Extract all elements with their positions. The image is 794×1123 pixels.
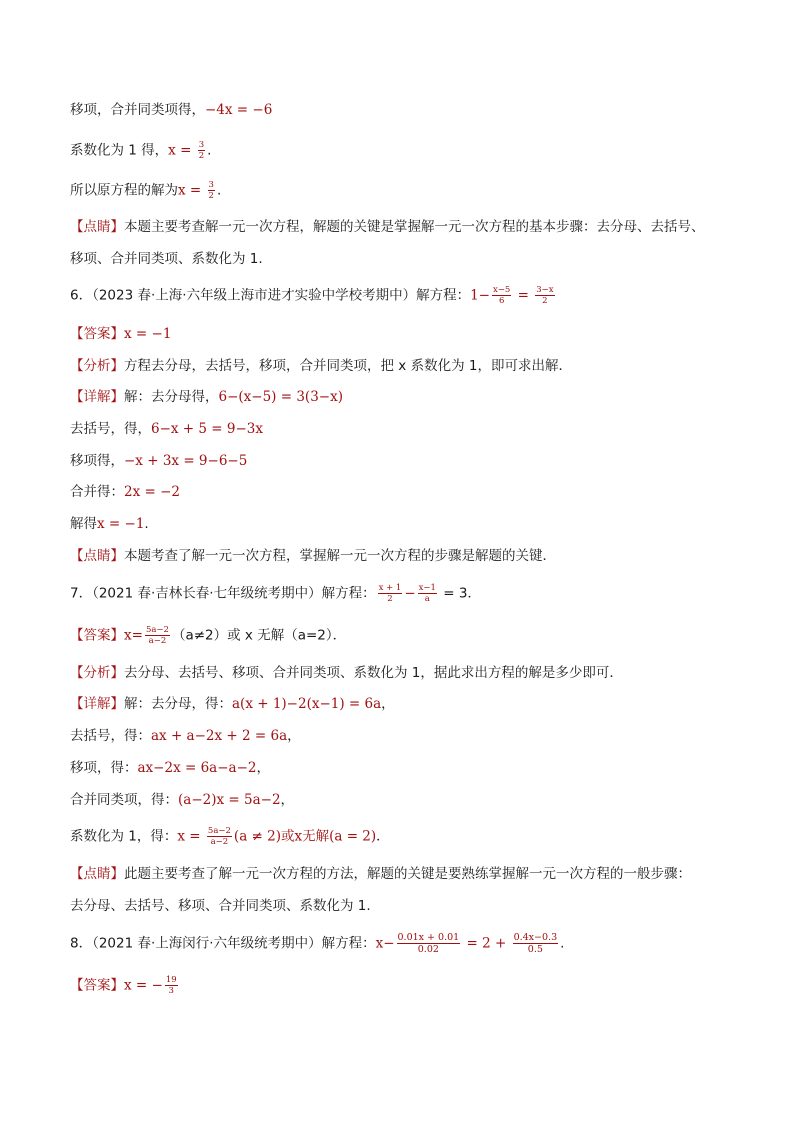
line-solution: 所以原方程的解为x = $\frac{3}{2}$ . xyxy=(70,180,222,201)
q6-step3: 合并得：2x = −2 xyxy=(70,484,180,500)
line-combine: 移项，合并同类项得，−4x = −6 xyxy=(70,102,273,118)
fraction: $\frac{5a-2}{a-2}$ xyxy=(207,826,231,847)
line-coefficient: 系数化为 1 得，x = $\frac{3}{2}$ . xyxy=(70,140,212,161)
q7-step2: 移项，得：ax−2x = 6a−a−2， xyxy=(70,760,270,776)
q6-note: 【点睛】本题考查了解一元一次方程，掌握解一元一次方程的步骤是解题的关键． xyxy=(70,548,556,564)
fraction: $\frac{0.01x + 0.01}{0.02}$ xyxy=(397,932,460,955)
q7-step4: 系数化为 1，得：x = $\frac{5a-2}{a-2}$ (a ≠ 2)或x无解(a = 2)． xyxy=(70,826,390,847)
q6-step4: 解得x = −1. xyxy=(70,516,149,532)
q5-note-cont: 移项、合并同类项、系数化为 1. xyxy=(70,251,263,267)
q7-detail: 【详解】解：去分母，得：a(x + 1)−2(x−1) = 6a， xyxy=(70,696,395,712)
q7-note: 【点睛】此题主要考查了解一元一次方程的方法，解题的关键是要熟练掌握解一元一次方程的一般步骤： xyxy=(70,866,691,882)
q6-analysis: 【分析】方程去分母，去括号，移项，合并同类项，把 x 系数化为 1，即可求出解． xyxy=(70,358,572,374)
q7-step1: 去括号，得：ax + a−2x + 2 = 6a， xyxy=(70,728,301,744)
q6-header: 6．（2023 春·上海·六年级上海市进才实验中学校考期中）解方程：1− $\frac{x-5}{6}$ = $\frac{3-x}{2}$ xyxy=(70,285,554,306)
fraction: $\frac{19}{3}$ xyxy=(165,975,177,996)
q6-detail: 【详解】解：去分母得，6−(x−5) = 3(3−x) xyxy=(70,389,343,405)
q6-answer: 【答案】x = −1 xyxy=(70,326,172,342)
q7-header: 7．（2021 春·吉林长春·七年级统考期中）解方程： $\frac{x + 1}{2}$ − $\frac{x-1}{a}$ = 3． xyxy=(70,583,481,604)
fraction: $\frac{x + 1}{2}$ xyxy=(378,583,402,604)
q8-answer: 【答案】x = − $\frac{19}{3}$ xyxy=(70,975,177,996)
fraction: $\frac{3}{2}$ xyxy=(208,180,214,201)
q7-analysis: 【分析】去分母、去括号、移项、合并同类项、系数化为 1，据此求出方程的解是多少即可． xyxy=(70,665,623,681)
q6-step1: 去括号，得，6−x + 5 = 9−3x xyxy=(70,421,263,437)
q7-step3: 合并同类项，得：(a−2)x = 5a−2， xyxy=(70,792,295,808)
q7-answer: 【答案】x= $\frac{5a-2}{a-2}$ （a≠2）或 x 无解（a=2）． xyxy=(70,625,347,646)
fraction: $\frac{3-x}{2}$ xyxy=(536,285,554,306)
fraction: $\frac{x-5}{6}$ xyxy=(492,285,511,306)
math-expr: −4x = −6 xyxy=(205,102,273,118)
q6-step2: 移项得，−x + 3x = 9−6−5 xyxy=(70,453,248,469)
fraction: $\frac{x-1}{a}$ xyxy=(418,583,436,604)
fraction: $\frac{0.4x-0.3}{0.5}$ xyxy=(513,932,558,955)
q5-note: 【点睛】本题主要考查解一元一次方程，解题的关键是掌握解一元一次方程的基本步骤：去分母、去括号、 xyxy=(70,219,705,235)
note-tag: 【点睛】 xyxy=(70,219,124,235)
q8-header: 8．（2021 春·上海闵行·六年级统考期中）解方程：x− $\frac{0.01x + 0.01}{0.02}$ = 2 + $\frac{0.4x-0.3}{0.5}$ . xyxy=(70,932,565,955)
fraction: $\frac{5a-2}{a-2}$ xyxy=(145,625,169,646)
fraction: $\frac{3}{2}$ xyxy=(198,140,205,161)
q7-note-cont: 去分母、去括号、移项、合并同类项、系数化为 1. xyxy=(70,898,371,914)
